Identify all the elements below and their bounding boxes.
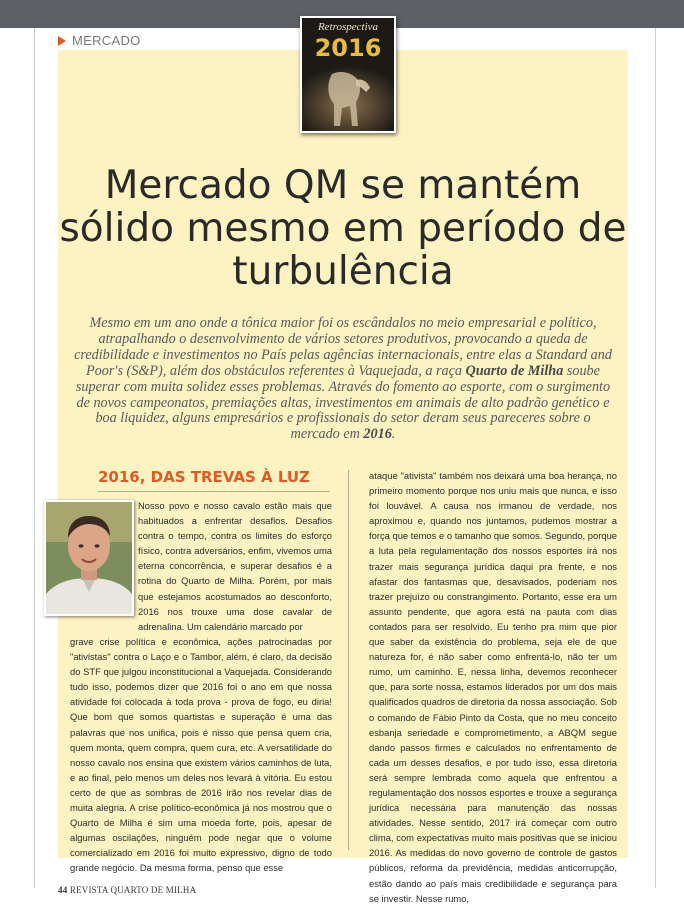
page-margin-rule [655, 28, 656, 888]
lead-text: . [391, 426, 396, 443]
section-label: MERCADO [72, 33, 141, 48]
column-divider [348, 470, 349, 850]
article-paragraph: Nosso povo e nosso cavalo estão mais que habituados a enfrentar desafios. Desafios contra o tempo, contra os limites do esforço físico, contra adversários, enfim, vivemos uma eterna concorrência, e superar desafios é a rotina do Quarto de Milha. Porém, por mais que estejamos acostumados ao desconforto, 2016 nos trouxe uma dose cavalar de adrenalina. Um calendário marcado por [138, 500, 332, 632]
cover-year: 2016 [314, 34, 382, 62]
page-margin-rule [34, 28, 35, 888]
lead-text: soube superar com muita solidez esses problemas. Através do fomento ao esporte, com o surgimento de novos campeonatos, premiações altas, investimentos em animais de alto padrão genético e boa liquidez, alguns empresários e profissionais do setor deram seus pareceres sobre o mercado em [75, 362, 611, 443]
author-photo [44, 500, 134, 616]
page-footer [58, 885, 196, 895]
section-tag [58, 33, 141, 48]
retrospective-cover-image [300, 16, 396, 133]
cover-label: Retrospectiva [317, 21, 379, 33]
lead-text: Mesmo em um ano onde a tônica maior foi os escândalos no meio empresarial e político, atrapalhando o desenvolvimento de vários setores produtivos, provocando a queda de credibilidade e investimentos no País pelas agências internacionais, entre elas a Standard and Poor's (S&P), além dos obstáculos referentes à Vaquejada, a raça [74, 315, 612, 379]
article-paragraph: grave crise política e econômica, ações patrocinadas por "ativistas" contra o Laço e o Tambor, além, é claro, da decisão do STF que julgou inconstitucional a Vaquejada. Considerando tudo isso, podemos dizer que 2016 foi o ano em que nossa atividade foi colocada à toda prova - prova de fogo, eu diria! Que bom que somos quartistas e superação é uma das palavras que nos unifica, pois é nisso que pensa quem cria, quem monta, quem compra, quem cura, etc. A versatilidade do nosso cavalo nos ensina que existem vários caminhos de luta, e ao final, pelo menos um deles nos levará à vitória. Eu estou certo de que as sombras de 2016 irão nos revelar dias de muita alegria. A crise político-econômica já nos mostrou que o Quarto de Milha é sim uma moeda forte, pois, apesar de algumas oscilações, ninguém pode negar que o volume comercializado em 2016 foi muito expressivo, digno de todo grande negócio. Da mesma forma, penso que esse [70, 636, 332, 874]
horse-illustration [302, 66, 394, 131]
publication-name: REVISTA QUARTO DE MILHA [69, 885, 197, 895]
subhead-divider [98, 491, 330, 492]
triangle-icon [58, 36, 66, 46]
page-number: 44 [58, 885, 68, 895]
lead-year: 2016 [363, 426, 392, 443]
lead-brand: Quarto de Milha [465, 362, 564, 379]
article-paragraph: ataque "ativista" também nos deixará uma boa herança, no primeiro momento porque nos uniu mais que nunca, e isso foi louvável. A causa nos irmanou de verdade, nos aproximou e, quando nos juntamos, pudemos mostrar a força que temos e o tamanho que somos. Segundo, porque a luta pela regulamentação dos nossos esportes irá nos trazer mais segurança jurídica daqui pra frente, e nos afastar dos fantasmas que, desavisados, poderiam nos trazer prejuízo ou constrangimento. Portanto, esse era um assunto pendente, que agora está na pauta com dias contados para ser resolvido. Eu tenho pra mim que pior que saber da existência do problema, seja ele de que natureza for, é não saber como enfrentá-lo, não ter um rumo, um caminho. E, nessa linha, devemos reconhecer que, para sorte nossa, estamos liderados por um dos mais qualificados quadros de diretoria da nossa associação. Sob o comando de Fábio Pinto da Costa, que no meu conceito esbanja seriedade e comprometimento, a ABQM segue dando passos firmes e calculados no enfrentamento de cada um desses desafios, e por tudo isso, essa diretoria será sempre lembrada como aquela que enfrentou a regulamentação dos nossos esportes e trouxe a segurança jurídica necessária para manutenção das nossas atividades. Nesse sentido, 2017 irá começar com outro clima, com expectativas muito mais positivas que se iniciou 2016. As medidas do novo governo de controle de gastos públicos, reforma da previdência, medidas anticorrupção, estão dando ao país mais credibilidade e segurança para se investir. Nesse rumo, [369, 470, 617, 904]
article-headline: Mercado QM se mantém sólido mesmo em período de turbulência [59, 163, 627, 294]
section-subhead: 2016, DAS TREVAS À LUZ [98, 468, 310, 486]
article-lead [70, 316, 616, 443]
